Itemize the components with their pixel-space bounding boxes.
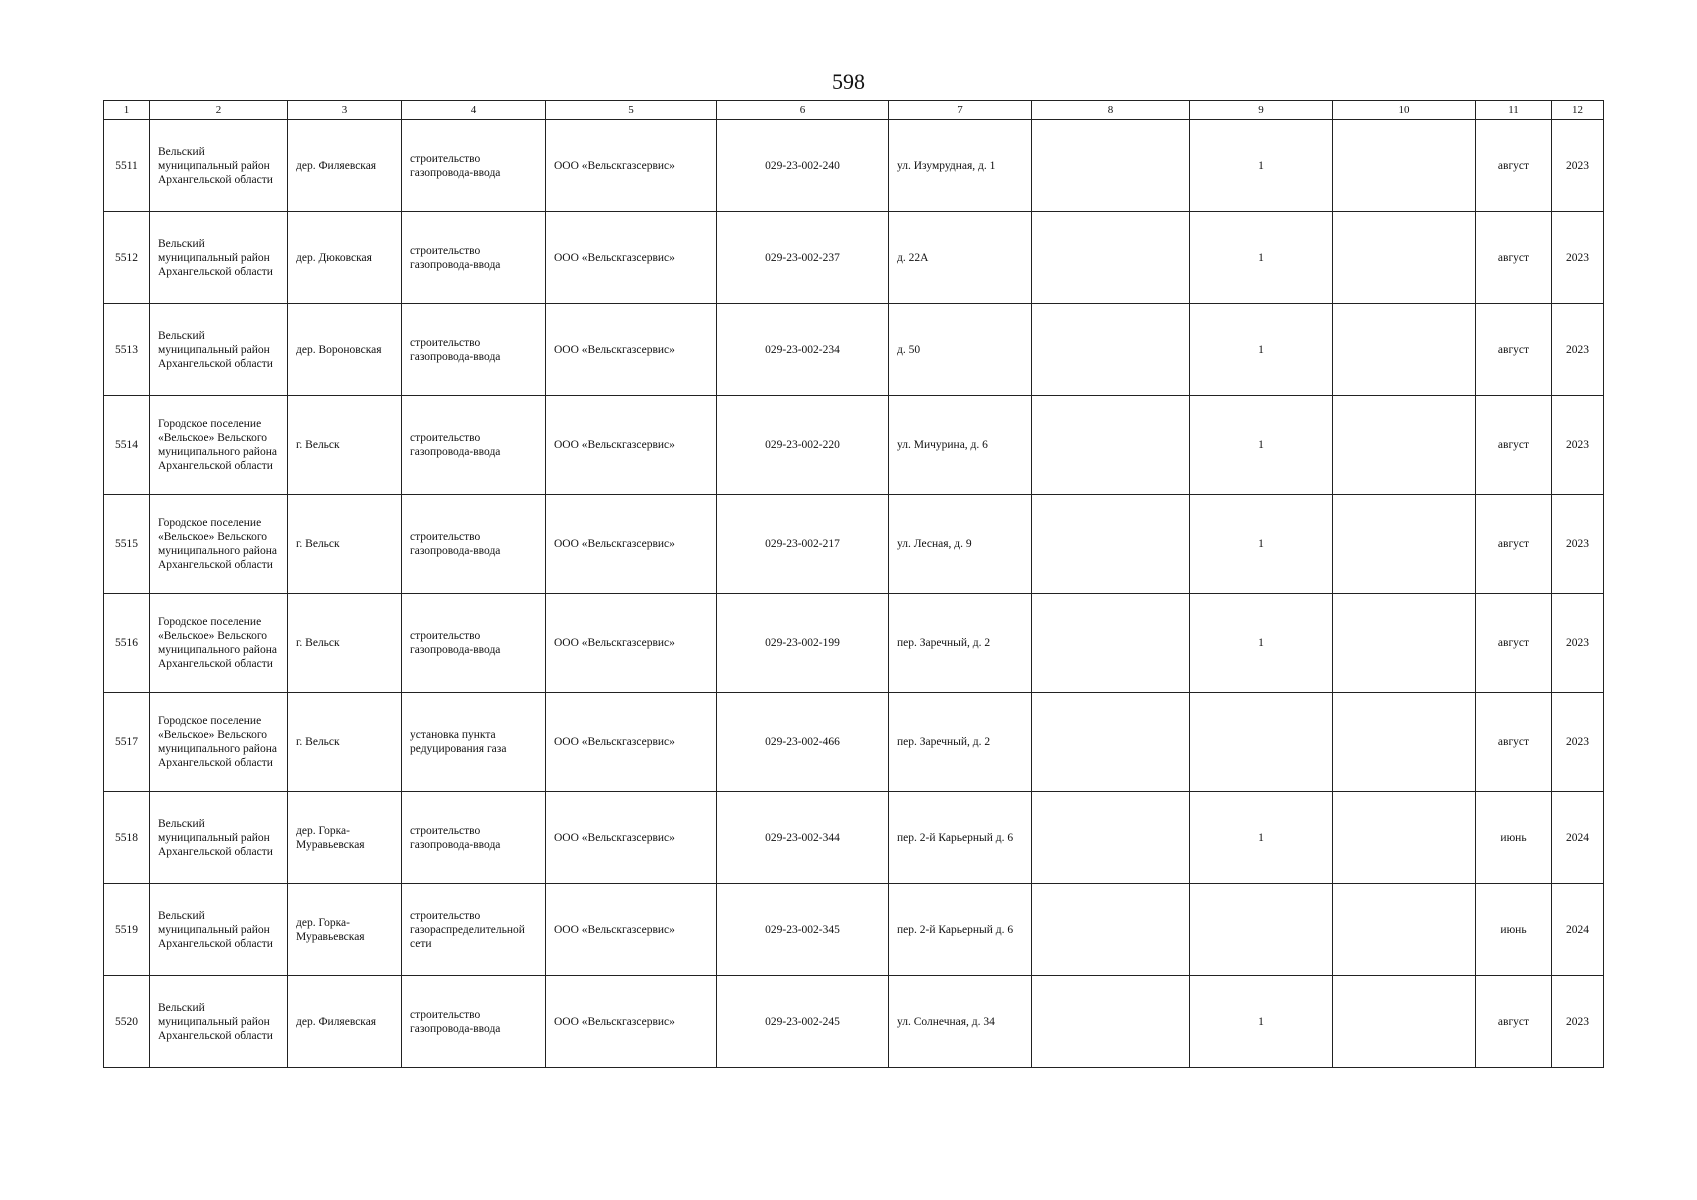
row-number-cell: 5512: [104, 212, 150, 304]
month-cell: август: [1476, 693, 1552, 792]
column-8-cell: [1032, 594, 1190, 693]
settlement-cell: дер. Горка-Муравьевская: [288, 884, 402, 976]
header-cell-7: 7: [889, 101, 1032, 120]
column-10-cell: [1333, 396, 1476, 495]
municipality-cell: Городское поселение «Вельское» Вельского муниципального района Архангельской области: [150, 594, 288, 693]
municipality-cell: Вельский муниципальный район Архангельской области: [150, 120, 288, 212]
month-cell: август: [1476, 304, 1552, 396]
month-cell: июнь: [1476, 792, 1552, 884]
table-row: [104, 884, 1604, 976]
object-code-cell: 029-23-002-234: [717, 304, 889, 396]
column-8-cell: [1032, 495, 1190, 594]
year-cell: 2023: [1552, 495, 1604, 594]
month-cell: август: [1476, 396, 1552, 495]
settlement-cell: г. Вельск: [288, 693, 402, 792]
row-number-cell: 5517: [104, 693, 150, 792]
quantity-cell: 1: [1190, 212, 1333, 304]
organization-cell: ООО «Вельскгазсервис»: [546, 304, 717, 396]
address-cell: ул. Мичурина, д. 6: [889, 396, 1032, 495]
year-cell: 2023: [1552, 120, 1604, 212]
column-8-cell: [1032, 304, 1190, 396]
header-cell-9: 9: [1190, 101, 1333, 120]
address-cell: пер. 2-й Карьерный д. 6: [889, 792, 1032, 884]
settlement-cell: г. Вельск: [288, 396, 402, 495]
municipality-cell: Вельский муниципальный район Архангельской области: [150, 976, 288, 1068]
object-code-cell: 029-23-002-245: [717, 976, 889, 1068]
municipality-cell: Вельский муниципальный район Архангельской области: [150, 212, 288, 304]
column-8-cell: [1032, 120, 1190, 212]
object-code-cell: 029-23-002-345: [717, 884, 889, 976]
address-cell: пер. Заречный, д. 2: [889, 594, 1032, 693]
address-cell: д. 22А: [889, 212, 1032, 304]
address-cell: ул. Солнечная, д. 34: [889, 976, 1032, 1068]
settlement-cell: г. Вельск: [288, 495, 402, 594]
address-cell: пер. 2-й Карьерный д. 6: [889, 884, 1032, 976]
header-cell-10: 10: [1333, 101, 1476, 120]
column-10-cell: [1333, 693, 1476, 792]
object-code-cell: 029-23-002-344: [717, 792, 889, 884]
table-row: [104, 792, 1604, 884]
table-row: [104, 212, 1604, 304]
header-cell-3: 3: [288, 101, 402, 120]
month-cell: июнь: [1476, 884, 1552, 976]
municipality-cell: Вельский муниципальный район Архангельской области: [150, 884, 288, 976]
organization-cell: ООО «Вельскгазсервис»: [546, 396, 717, 495]
month-cell: август: [1476, 976, 1552, 1068]
header-cell-5: 5: [546, 101, 717, 120]
header-cell-4: 4: [402, 101, 546, 120]
work-type-cell: строительство газораспределительной сети: [402, 884, 546, 976]
month-cell: август: [1476, 120, 1552, 212]
year-cell: 2023: [1552, 304, 1604, 396]
quantity-cell: 1: [1190, 396, 1333, 495]
organization-cell: ООО «Вельскгазсервис»: [546, 594, 717, 693]
year-cell: 2023: [1552, 396, 1604, 495]
work-type-cell: строительство газопровода-ввода: [402, 212, 546, 304]
column-8-cell: [1032, 396, 1190, 495]
month-cell: август: [1476, 212, 1552, 304]
table-row: [104, 693, 1604, 792]
object-code-cell: 029-23-002-237: [717, 212, 889, 304]
settlement-cell: дер. Филяевская: [288, 120, 402, 212]
table-row: [104, 120, 1604, 212]
work-type-cell: строительство газопровода-ввода: [402, 120, 546, 212]
year-cell: 2023: [1552, 976, 1604, 1068]
column-10-cell: [1333, 884, 1476, 976]
column-10-cell: [1333, 120, 1476, 212]
table-row: [104, 304, 1604, 396]
column-8-cell: [1032, 792, 1190, 884]
column-8-cell: [1032, 693, 1190, 792]
municipality-cell: Городское поселение «Вельское» Вельского муниципального района Архангельской области: [150, 495, 288, 594]
year-cell: 2023: [1552, 212, 1604, 304]
organization-cell: ООО «Вельскгазсервис»: [546, 884, 717, 976]
municipality-cell: Вельский муниципальный район Архангельской области: [150, 792, 288, 884]
organization-cell: ООО «Вельскгазсервис»: [546, 212, 717, 304]
address-cell: пер. Заречный, д. 2: [889, 693, 1032, 792]
organization-cell: ООО «Вельскгазсервис»: [546, 976, 717, 1068]
row-number-cell: 5519: [104, 884, 150, 976]
object-code-cell: 029-23-002-220: [717, 396, 889, 495]
object-code-cell: 029-23-002-217: [717, 495, 889, 594]
work-type-cell: строительство газопровода-ввода: [402, 495, 546, 594]
table-row: [104, 594, 1604, 693]
quantity-cell: [1190, 884, 1333, 976]
header-cell-11: 11: [1476, 101, 1552, 120]
work-type-cell: строительство газопровода-ввода: [402, 396, 546, 495]
settlement-cell: дер. Дюковская: [288, 212, 402, 304]
municipality-cell: Вельский муниципальный район Архангельской области: [150, 304, 288, 396]
column-10-cell: [1333, 792, 1476, 884]
column-10-cell: [1333, 212, 1476, 304]
organization-cell: ООО «Вельскгазсервис»: [546, 693, 717, 792]
year-cell: 2023: [1552, 693, 1604, 792]
table-row: [104, 976, 1604, 1068]
organization-cell: ООО «Вельскгазсервис»: [546, 792, 717, 884]
column-10-cell: [1333, 304, 1476, 396]
address-cell: ул. Лесная, д. 9: [889, 495, 1032, 594]
header-cell-6: 6: [717, 101, 889, 120]
row-number-cell: 5511: [104, 120, 150, 212]
header-cell-1: 1: [104, 101, 150, 120]
settlement-cell: дер. Филяевская: [288, 976, 402, 1068]
year-cell: 2024: [1552, 792, 1604, 884]
work-type-cell: строительство газопровода-ввода: [402, 792, 546, 884]
year-cell: 2024: [1552, 884, 1604, 976]
column-8-cell: [1032, 212, 1190, 304]
month-cell: август: [1476, 594, 1552, 693]
row-number-cell: 5518: [104, 792, 150, 884]
row-number-cell: 5516: [104, 594, 150, 693]
column-8-cell: [1032, 976, 1190, 1068]
row-number-cell: 5513: [104, 304, 150, 396]
organization-cell: ООО «Вельскгазсервис»: [546, 120, 717, 212]
work-type-cell: строительство газопровода-ввода: [402, 976, 546, 1068]
work-type-cell: строительство газопровода-ввода: [402, 304, 546, 396]
settlement-cell: г. Вельск: [288, 594, 402, 693]
settlement-cell: дер. Горка-Муравьевская: [288, 792, 402, 884]
object-code-cell: 029-23-002-199: [717, 594, 889, 693]
work-type-cell: установка пункта редуцирования газа: [402, 693, 546, 792]
month-cell: август: [1476, 495, 1552, 594]
quantity-cell: 1: [1190, 120, 1333, 212]
municipality-cell: Городское поселение «Вельское» Вельского муниципального района Архангельской области: [150, 693, 288, 792]
organization-cell: ООО «Вельскгазсервис»: [546, 495, 717, 594]
column-10-cell: [1333, 594, 1476, 693]
data-table: [103, 100, 1604, 1068]
header-row: [104, 101, 1604, 120]
quantity-cell: 1: [1190, 976, 1333, 1068]
quantity-cell: 1: [1190, 495, 1333, 594]
header-cell-12: 12: [1552, 101, 1604, 120]
page-number: 598: [832, 69, 865, 94]
header-cell-8: 8: [1032, 101, 1190, 120]
row-number-cell: 5514: [104, 396, 150, 495]
year-cell: 2023: [1552, 594, 1604, 693]
address-cell: д. 50: [889, 304, 1032, 396]
address-cell: ул. Изумрудная, д. 1: [889, 120, 1032, 212]
work-type-cell: строительство газопровода-ввода: [402, 594, 546, 693]
column-8-cell: [1032, 884, 1190, 976]
object-code-cell: 029-23-002-240: [717, 120, 889, 212]
settlement-cell: дер. Вороновская: [288, 304, 402, 396]
column-10-cell: [1333, 495, 1476, 594]
municipality-cell: Городское поселение «Вельское» Вельского муниципального района Архангельской области: [150, 396, 288, 495]
quantity-cell: 1: [1190, 304, 1333, 396]
row-number-cell: 5515: [104, 495, 150, 594]
table-body: [104, 120, 1604, 1068]
header-cell-2: 2: [150, 101, 288, 120]
quantity-cell: [1190, 693, 1333, 792]
object-code-cell: 029-23-002-466: [717, 693, 889, 792]
column-10-cell: [1333, 976, 1476, 1068]
table-row: [104, 495, 1604, 594]
table-row: [104, 396, 1604, 495]
quantity-cell: 1: [1190, 792, 1333, 884]
quantity-cell: 1: [1190, 594, 1333, 693]
row-number-cell: 5520: [104, 976, 150, 1068]
